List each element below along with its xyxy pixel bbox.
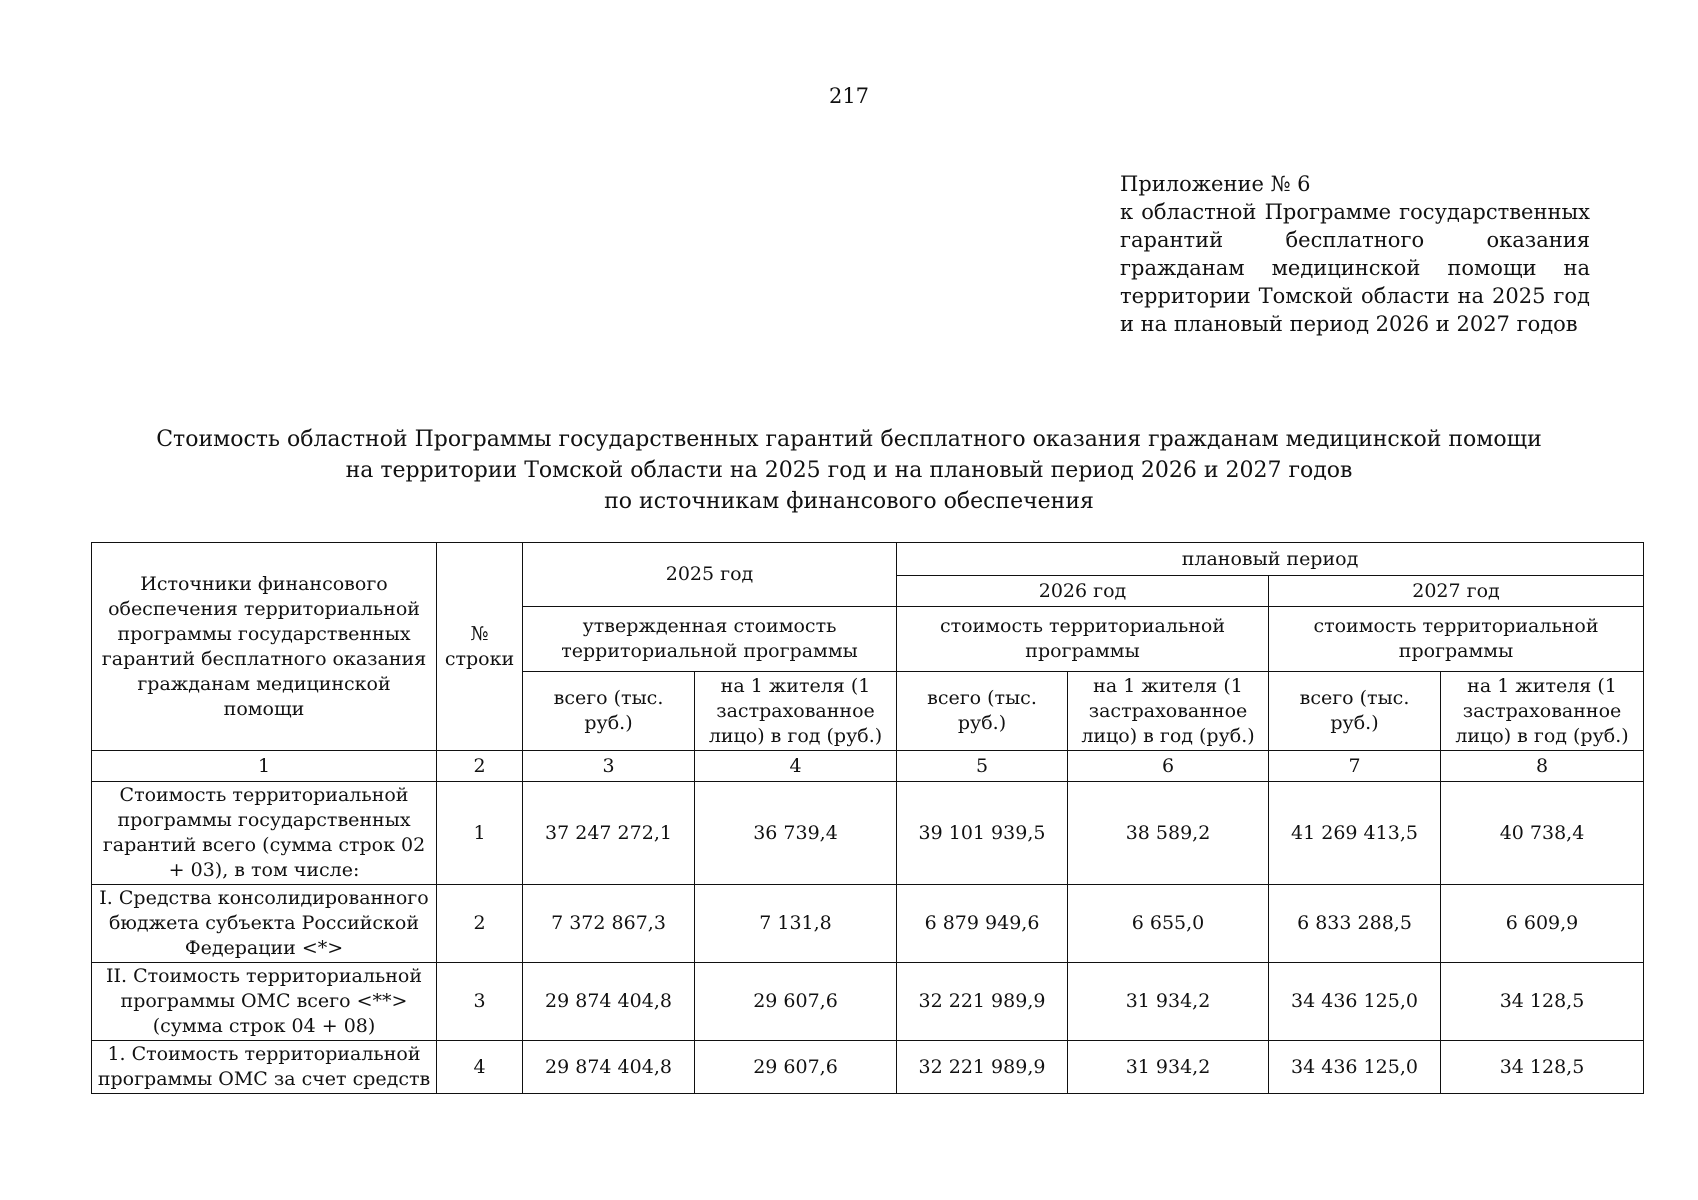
- value-2025-per-capita: 29 607,6: [695, 963, 897, 1041]
- header-total-2027: всего (тыс. руб.): [1269, 672, 1441, 751]
- header-per-capita-2026: на 1 жителя (1 застрахованное лицо) в год (руб.): [1068, 672, 1269, 751]
- header-total-2026: всего (тыс. руб.): [897, 672, 1068, 751]
- value-2027-total: 41 269 413,5: [1269, 782, 1441, 885]
- table-row: [92, 885, 1644, 963]
- header-year-2027: 2027 год: [1269, 576, 1644, 607]
- row-number: 3: [437, 963, 523, 1041]
- column-number: 1: [92, 751, 437, 782]
- value-2026-total: 32 221 989,9: [897, 1041, 1068, 1094]
- title-line-3: по источникам финансового обеспечения: [604, 489, 1094, 514]
- header-cost-2026: стоимость территориальной программы: [897, 607, 1269, 672]
- appendix-body: к областной Программе государственных гарантий бесплатного оказания гражданам медицинской помощи на территории Томской области на 2025 год и на плановый период 2026 и 2027 годов: [1120, 200, 1590, 336]
- title-line-1: Стоимость областной Программы государственных гарантий бесплатного оказания гражданам медицинской помощи: [156, 427, 1542, 452]
- value-2025-per-capita: 36 739,4: [695, 782, 897, 885]
- column-number-row: [92, 751, 1644, 782]
- column-number: 7: [1269, 751, 1441, 782]
- row-source: 1. Стоимость территориальной программы ОМС за счет средств: [92, 1041, 437, 1094]
- column-number: 4: [695, 751, 897, 782]
- row-number: 1: [437, 782, 523, 885]
- column-number: 2: [437, 751, 523, 782]
- value-2025-per-capita: 29 607,6: [695, 1041, 897, 1094]
- header-row-number: № строки: [437, 543, 523, 751]
- value-2025-per-capita: 7 131,8: [695, 885, 897, 963]
- value-2025-total: 37 247 272,1: [523, 782, 695, 885]
- value-2026-per-capita: 31 934,2: [1068, 963, 1269, 1041]
- header-per-capita-2025: на 1 жителя (1 застрахованное лицо) в год (руб.): [695, 672, 897, 751]
- column-number: 5: [897, 751, 1068, 782]
- header-row-1: [92, 543, 1644, 576]
- value-2027-total: 6 833 288,5: [1269, 885, 1441, 963]
- value-2025-total: 29 874 404,8: [523, 963, 695, 1041]
- table-row: [92, 1041, 1644, 1094]
- document-title: [0, 424, 1698, 517]
- row-source: Стоимость территориальной программы государственных гарантий всего (сумма строк 02 + 03), в том числе:: [92, 782, 437, 885]
- header-source: Источники финансового обеспечения территориальной программы государственных гарантий бесплатного оказания гражданам медицинской помощи: [92, 543, 437, 751]
- title-line-2: на территории Томской области на 2025 год и на плановый период 2026 и 2027 годов: [345, 458, 1353, 483]
- value-2027-per-capita: 40 738,4: [1441, 782, 1644, 885]
- value-2027-per-capita: 34 128,5: [1441, 1041, 1644, 1094]
- header-approved-cost: утвержденная стоимость территориальной программы: [523, 607, 897, 672]
- value-2025-total: 29 874 404,8: [523, 1041, 695, 1094]
- appendix-title: Приложение № 6: [1120, 172, 1311, 196]
- value-2025-total: 7 372 867,3: [523, 885, 695, 963]
- value-2027-per-capita: 34 128,5: [1441, 963, 1644, 1041]
- value-2027-total: 34 436 125,0: [1269, 1041, 1441, 1094]
- row-source: I. Средства консолидированного бюджета субъекта Российской Федерации <*>: [92, 885, 437, 963]
- row-number: 4: [437, 1041, 523, 1094]
- value-2026-total: 39 101 939,5: [897, 782, 1068, 885]
- column-number: 8: [1441, 751, 1644, 782]
- row-source: II. Стоимость территориальной программы ОМС всего <**> (сумма строк 04 + 08): [92, 963, 437, 1041]
- appendix-note: [1120, 170, 1590, 338]
- value-2027-total: 34 436 125,0: [1269, 963, 1441, 1041]
- value-2026-total: 32 221 989,9: [897, 963, 1068, 1041]
- header-planned-period: плановый период: [897, 543, 1644, 576]
- header-total-2025: всего (тыс. руб.): [523, 672, 695, 751]
- row-number: 2: [437, 885, 523, 963]
- cost-table: [91, 542, 1644, 1094]
- value-2026-per-capita: 6 655,0: [1068, 885, 1269, 963]
- header-cost-2027: стоимость территориальной программы: [1269, 607, 1644, 672]
- table-row: [92, 782, 1644, 885]
- value-2026-per-capita: 31 934,2: [1068, 1041, 1269, 1094]
- header-year-2026: 2026 год: [897, 576, 1269, 607]
- header-year-2025: 2025 год: [523, 543, 897, 607]
- column-number: 3: [523, 751, 695, 782]
- column-number: 6: [1068, 751, 1269, 782]
- value-2026-per-capita: 38 589,2: [1068, 782, 1269, 885]
- header-per-capita-2027: на 1 жителя (1 застрахованное лицо) в год (руб.): [1441, 672, 1644, 751]
- value-2027-per-capita: 6 609,9: [1441, 885, 1644, 963]
- value-2026-total: 6 879 949,6: [897, 885, 1068, 963]
- page-number: 217: [828, 84, 870, 108]
- table-row: [92, 963, 1644, 1041]
